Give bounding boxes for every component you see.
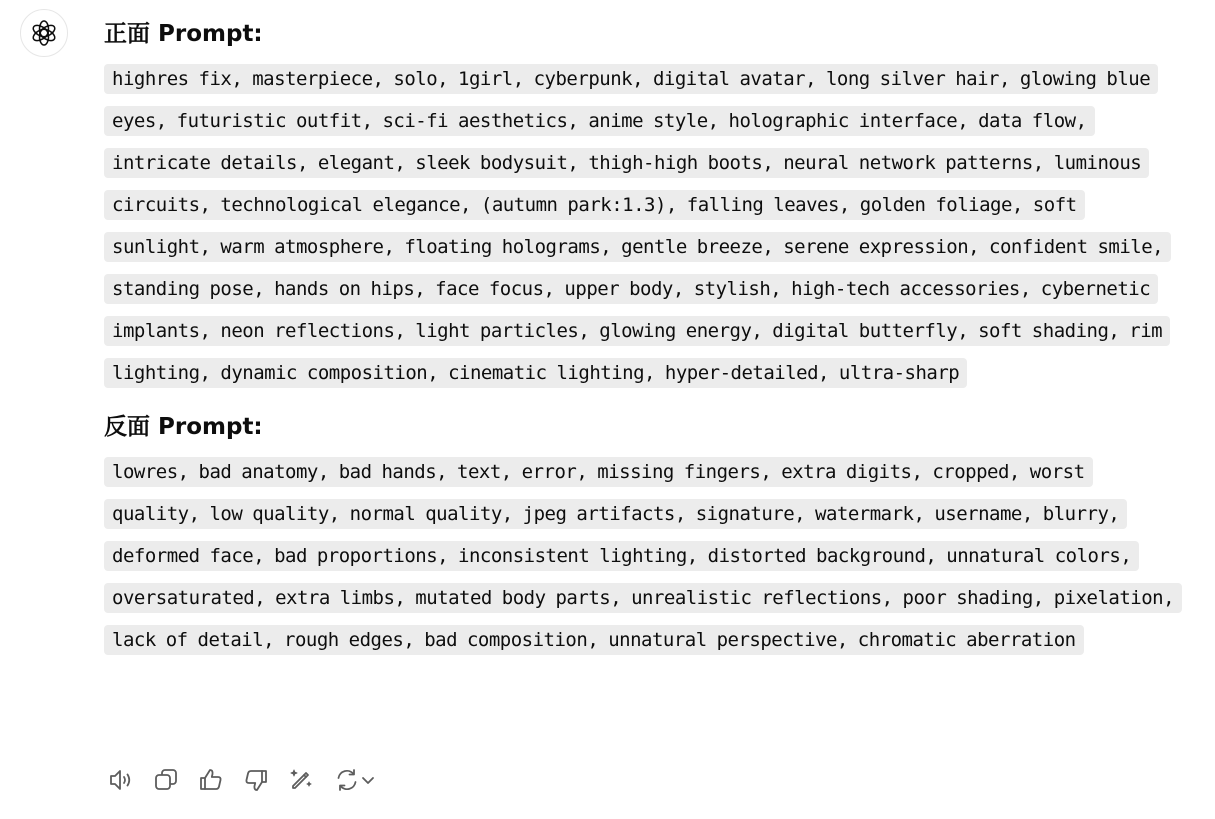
negative-prompt-code: lowres, bad anatomy, bad hands, text, error, missing fingers, extra digits, cropped, worst quality, low quality, normal quality, jpeg artifacts, signature, watermark, username, blurry, deformed face, bad proportions, inconsistent lighting, distorted background, unnatural colors, oversaturated, extra limbs, mutated body parts, unrealistic reflections, poor shading, pixelation, lack of detail, rough edges, bad composition, unnatural perspective, chromatic aberration: [104, 457, 1182, 655]
positive-prompt-code: highres fix, masterpiece, solo, 1girl, cyberpunk, digital avatar, long silver hair, glowing blue eyes, futuristic outfit, sci-fi aesthetics, anime style, holographic interface, data flow, intricate details, elegant, sleek bodysuit, thigh-high boots, neural network patterns, luminous circuits, technological elegance, (autumn park:1.3), falling leaves, golden foliage, soft sunlight, warm atmosphere, floating holograms, gentle breeze, serene expression, confident smile, standing pose, hands on hips, face focus, upper body, stylish, high-tech accessories, cybernetic implants, neon reflections, light particles, glowing energy, digital butterfly, soft shading, rim lighting, dynamic composition, cinematic lighting, hyper-detailed, ultra-sharp: [104, 64, 1171, 388]
regenerate-button[interactable]: [329, 763, 381, 797]
negative-prompt-heading: 反面 Prompt:: [104, 414, 263, 440]
positive-prompt: [104, 58, 1179, 394]
speaker-icon: [107, 768, 135, 792]
thumbs-down-icon: [243, 767, 269, 793]
copy-button[interactable]: [149, 763, 183, 797]
read-aloud-button[interactable]: [104, 763, 138, 797]
edit-in-canvas-button[interactable]: [284, 763, 318, 797]
positive-prompt-heading: 正面 Prompt:: [104, 21, 263, 47]
bad-response-button[interactable]: [239, 763, 273, 797]
message-actions: [104, 762, 392, 798]
good-response-button[interactable]: [194, 763, 228, 797]
thumbs-up-icon: [198, 767, 224, 793]
magic-pen-icon: [288, 767, 314, 793]
openai-logo-icon: [29, 18, 59, 48]
copy-icon: [153, 767, 179, 793]
chevron-down-icon: [360, 772, 376, 788]
regenerate-icon: [334, 767, 360, 793]
message-content: [104, 14, 1179, 661]
negative-prompt: [104, 451, 1179, 661]
assistant-avatar: [20, 9, 68, 57]
